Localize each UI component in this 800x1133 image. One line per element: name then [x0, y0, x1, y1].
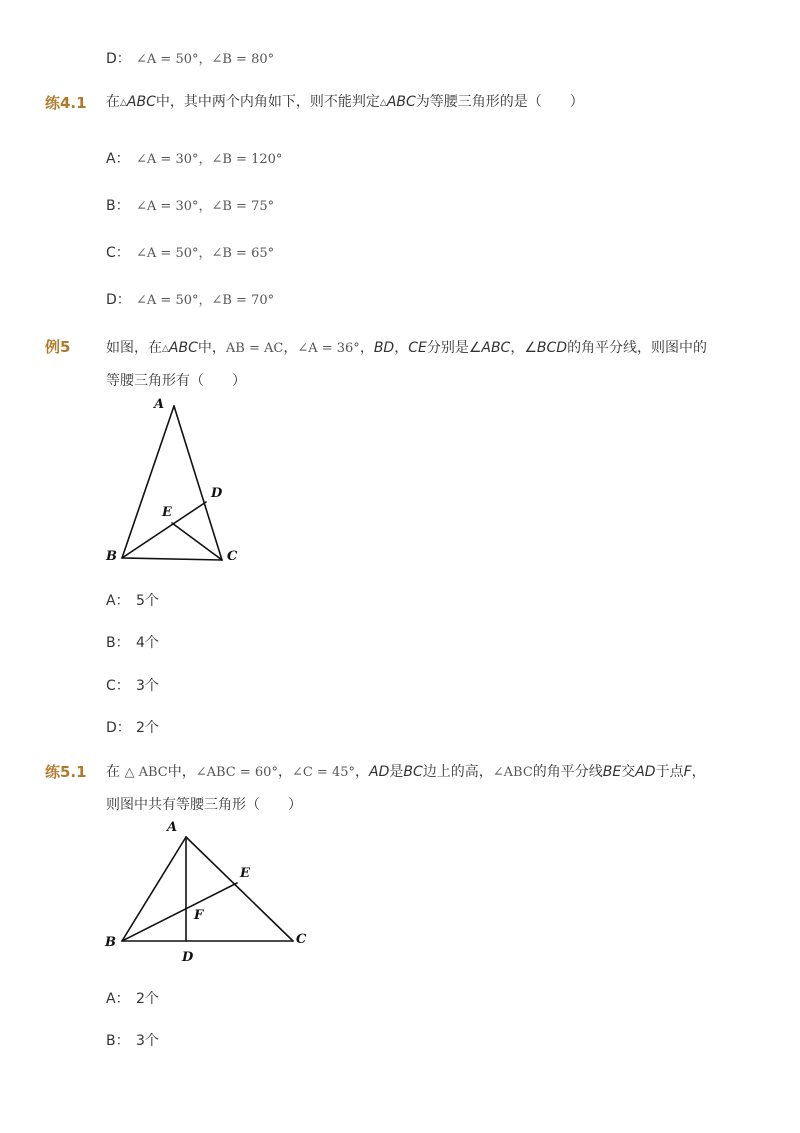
option-text: 3个	[136, 1033, 159, 1049]
option-letter: D：	[106, 720, 131, 736]
vertex-label-f: F	[194, 908, 204, 923]
option-letter: A：	[106, 593, 130, 609]
text: 中，其中两个内角如下，则不能判定	[155, 94, 380, 110]
vertex-label-c: C	[296, 932, 307, 947]
option-letter: D：	[106, 51, 131, 67]
text: ，	[394, 340, 409, 356]
math-angle-bcd: ∠BCD	[524, 340, 568, 356]
option-text: 5个	[136, 593, 159, 609]
option-letter: B：	[106, 1033, 130, 1049]
vertex-label-e: E	[240, 866, 250, 881]
math-be: BE	[602, 764, 622, 780]
side-ab	[122, 406, 174, 558]
option-ex5-c[interactable]	[106, 675, 159, 695]
math-abc: ABC	[126, 94, 156, 110]
text: 分别是	[426, 340, 469, 356]
text: 边上的高，	[422, 764, 493, 780]
option-letter: C：	[106, 245, 130, 261]
text: 是	[389, 764, 404, 780]
question-text-ex5-line2: 等腰三角形有（ ）	[106, 373, 246, 389]
text: 的角平分线	[532, 764, 603, 780]
math-f: F	[683, 764, 692, 780]
text: ，	[283, 340, 298, 356]
figure-5-1	[100, 815, 320, 965]
question-label-4-1: 练4.1	[45, 94, 87, 112]
text: 中，	[197, 340, 226, 356]
option-text: 2个	[136, 991, 159, 1007]
triangle-symbol: △	[120, 98, 127, 108]
text: 如图，在	[106, 340, 162, 356]
text: 中，	[167, 764, 196, 780]
vertex-label-d: D	[211, 486, 223, 501]
math-angle-abc: ∠ABC	[468, 340, 511, 356]
option-5-1-a[interactable]	[106, 988, 159, 1008]
math-bc: BC	[403, 764, 423, 780]
math-abc: ABC	[168, 340, 198, 356]
option-letter: D：	[106, 292, 131, 308]
side-ac	[186, 837, 293, 941]
option-letter: B：	[106, 198, 130, 214]
text: ，	[510, 340, 525, 356]
option-4-1-b[interactable]	[106, 195, 274, 215]
option-math: ∠A = 50°，∠B = 80°	[136, 52, 275, 67]
side-ac	[174, 406, 222, 560]
question-text-5-1-line2: 则图中共有等腰三角形（ ）	[106, 797, 302, 813]
option-letter: B：	[106, 635, 130, 651]
text: 的角平分线，则图中的	[567, 340, 708, 356]
option-ex5-b[interactable]	[106, 632, 159, 652]
option-letter: A：	[106, 151, 130, 167]
question-label-ex5: 例5	[45, 338, 71, 356]
math-ad: AD	[369, 764, 390, 780]
option-text: 2个	[136, 720, 159, 736]
option-4-1-a[interactable]	[106, 148, 282, 168]
vertex-label-c: C	[227, 549, 238, 564]
option-math: ∠A = 30°，∠B = 120°	[136, 152, 283, 167]
prev-option-d[interactable]	[106, 48, 274, 68]
question-text-ex5-line1	[106, 332, 707, 366]
math-angle-c: ∠C = 45°	[291, 765, 355, 780]
option-4-1-c[interactable]	[106, 242, 274, 262]
text: ，	[277, 764, 292, 780]
question-text-4-1	[106, 86, 584, 120]
math-angle-abc-2: ∠ABC	[492, 765, 533, 780]
text: ，	[691, 764, 706, 780]
option-letter: A：	[106, 991, 130, 1007]
option-letter: C：	[106, 678, 130, 694]
option-text: 3个	[136, 678, 159, 694]
segment-ce	[172, 523, 222, 560]
text: 交	[621, 764, 636, 780]
option-4-1-d[interactable]	[106, 289, 274, 309]
figure-ex5	[100, 392, 260, 572]
option-ex5-d[interactable]	[106, 717, 159, 737]
vertex-label-b: B	[106, 549, 117, 564]
vertex-label-b: B	[105, 935, 116, 950]
option-math: ∠A = 50°，∠B = 65°	[136, 246, 275, 261]
text: 为等腰三角形的是（ ）	[415, 94, 584, 110]
text: 于点	[655, 764, 684, 780]
math-bd: BD	[373, 340, 395, 356]
option-ex5-a[interactable]	[106, 590, 159, 610]
option-text: 4个	[136, 635, 159, 651]
text: ，	[359, 340, 374, 356]
math-ad-2: AD	[635, 764, 656, 780]
math-angle-abc: ∠ABC = 60°	[195, 765, 278, 780]
question-label-5-1: 练5.1	[45, 763, 87, 781]
triangle-symbol: △	[379, 98, 387, 108]
question-text-5-1-line1	[106, 756, 706, 789]
text: 在	[106, 94, 120, 110]
math-abc: ABC	[386, 94, 416, 110]
text: ，	[355, 764, 369, 780]
math-ce: CE	[408, 340, 427, 356]
vertex-label-d: D	[182, 950, 194, 965]
vertex-label-e: E	[162, 505, 172, 520]
side-bc	[122, 558, 222, 560]
math-angle-a: ∠A = 36°	[297, 341, 360, 356]
math-ab-ac: AB = AC	[225, 341, 284, 356]
math-triangle-abc: △ ABC	[124, 765, 168, 780]
triangle-symbol: △	[162, 344, 169, 354]
text: 在	[106, 764, 120, 780]
option-math: ∠A = 30°，∠B = 75°	[136, 199, 275, 214]
vertex-label-a: A	[154, 397, 165, 412]
option-math: ∠A = 50°，∠B = 70°	[136, 293, 275, 308]
vertex-label-a: A	[167, 820, 178, 835]
option-5-1-b[interactable]	[106, 1030, 159, 1050]
